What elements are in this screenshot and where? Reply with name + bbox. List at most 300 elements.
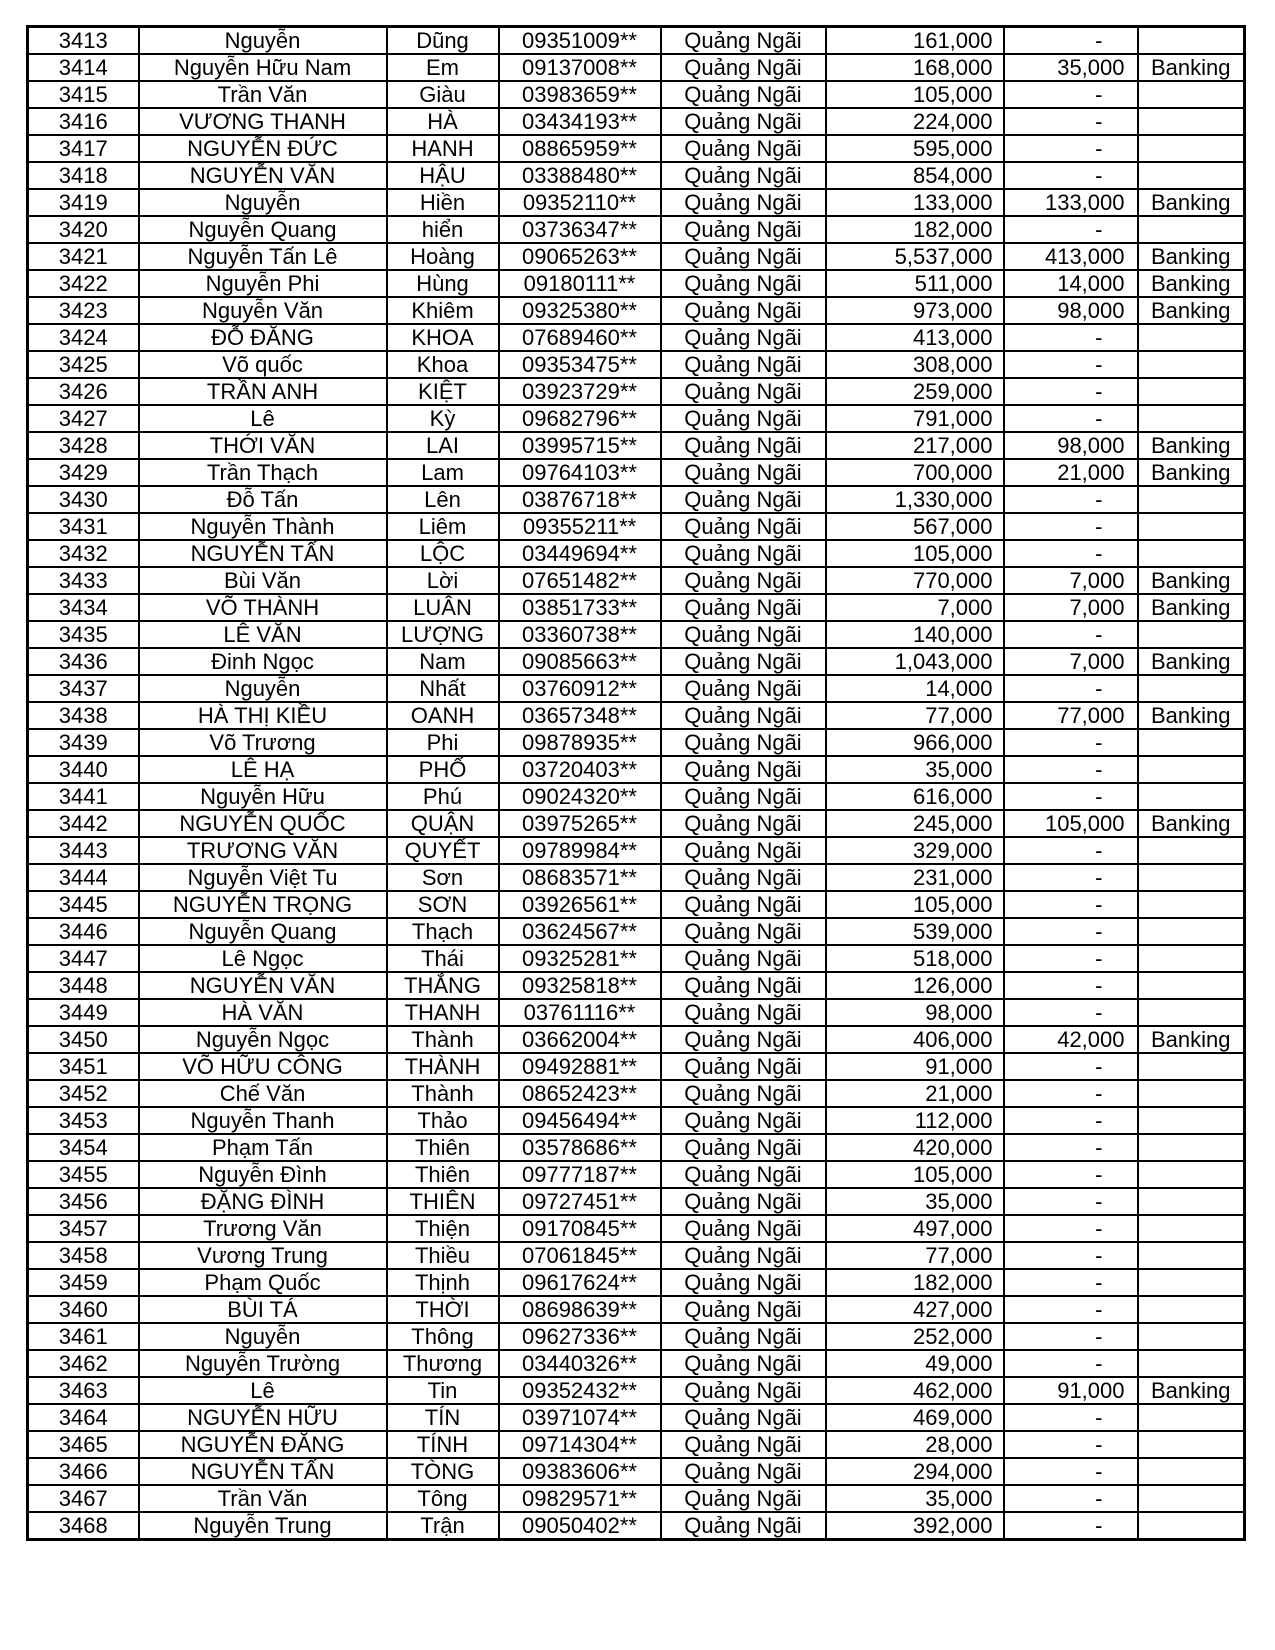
cell-province: Quảng Ngãi bbox=[661, 216, 826, 243]
cell-paid-amount: - bbox=[1004, 486, 1138, 513]
table-row bbox=[28, 783, 1245, 810]
cell-payment-method bbox=[1138, 945, 1245, 972]
cell-phone: 09878935** bbox=[499, 729, 661, 756]
cell-phone: 08683571** bbox=[499, 864, 661, 891]
cell-payment-method bbox=[1138, 216, 1245, 243]
cell-amount: 427,000 bbox=[826, 1296, 1004, 1323]
table-row bbox=[28, 216, 1245, 243]
cell-phone: 03983659** bbox=[499, 81, 661, 108]
cell-payment-method bbox=[1138, 405, 1245, 432]
cell-amount: 1,330,000 bbox=[826, 486, 1004, 513]
cell-province: Quảng Ngãi bbox=[661, 675, 826, 702]
cell-province: Quảng Ngãi bbox=[661, 702, 826, 729]
cell-payment-method bbox=[1138, 1134, 1245, 1161]
cell-payment-method: Banking bbox=[1138, 648, 1245, 675]
cell-province: Quảng Ngãi bbox=[661, 999, 826, 1026]
cell-first-name: Thiên bbox=[387, 1161, 499, 1188]
cell-paid-amount: - bbox=[1004, 621, 1138, 648]
cell-last-name: Nguyễn Hữu Nam bbox=[139, 54, 387, 81]
cell-last-name: Lê bbox=[139, 1377, 387, 1404]
cell-paid-amount: - bbox=[1004, 1215, 1138, 1242]
cell-first-name: Thịnh bbox=[387, 1269, 499, 1296]
cell-paid-amount: 7,000 bbox=[1004, 648, 1138, 675]
cell-province: Quảng Ngãi bbox=[661, 432, 826, 459]
cell-paid-amount: - bbox=[1004, 1485, 1138, 1512]
cell-amount: 973,000 bbox=[826, 297, 1004, 324]
cell-amount: 231,000 bbox=[826, 864, 1004, 891]
cell-last-name: NGUYỄN TẤN bbox=[139, 540, 387, 567]
cell-first-name: Giàu bbox=[387, 81, 499, 108]
cell-amount: 126,000 bbox=[826, 972, 1004, 999]
cell-amount: 7,000 bbox=[826, 594, 1004, 621]
cell-phone: 09352432** bbox=[499, 1377, 661, 1404]
cell-first-name: PHỐ bbox=[387, 756, 499, 783]
cell-phone: 09829571** bbox=[499, 1485, 661, 1512]
cell-province: Quảng Ngãi bbox=[661, 729, 826, 756]
table-row bbox=[28, 864, 1245, 891]
cell-stt: 3459 bbox=[28, 1269, 139, 1296]
cell-amount: 35,000 bbox=[826, 1188, 1004, 1215]
table-row bbox=[28, 1296, 1245, 1323]
cell-amount: 259,000 bbox=[826, 378, 1004, 405]
cell-last-name: THỚI VĂN bbox=[139, 432, 387, 459]
cell-phone: 09351009** bbox=[499, 27, 661, 55]
cell-last-name: Vương Trung bbox=[139, 1242, 387, 1269]
cell-first-name: LAI bbox=[387, 432, 499, 459]
table-row bbox=[28, 459, 1245, 486]
cell-amount: 252,000 bbox=[826, 1323, 1004, 1350]
cell-payment-method: Banking bbox=[1138, 810, 1245, 837]
cell-last-name: Đỗ Tấn bbox=[139, 486, 387, 513]
cell-stt: 3420 bbox=[28, 216, 139, 243]
cell-province: Quảng Ngãi bbox=[661, 1107, 826, 1134]
cell-stt: 3425 bbox=[28, 351, 139, 378]
cell-phone: 08698639** bbox=[499, 1296, 661, 1323]
table-row bbox=[28, 594, 1245, 621]
cell-phone: 09325281** bbox=[499, 945, 661, 972]
cell-last-name: Bùi Văn bbox=[139, 567, 387, 594]
cell-province: Quảng Ngãi bbox=[661, 162, 826, 189]
cell-payment-method bbox=[1138, 756, 1245, 783]
table-row bbox=[28, 972, 1245, 999]
cell-first-name: Lên bbox=[387, 486, 499, 513]
cell-first-name: Trận bbox=[387, 1512, 499, 1540]
cell-phone: 03995715** bbox=[499, 432, 661, 459]
table-row bbox=[28, 486, 1245, 513]
cell-amount: 518,000 bbox=[826, 945, 1004, 972]
cell-paid-amount: - bbox=[1004, 783, 1138, 810]
cell-paid-amount: - bbox=[1004, 1296, 1138, 1323]
cell-phone: 09627336** bbox=[499, 1323, 661, 1350]
cell-payment-method: Banking bbox=[1138, 459, 1245, 486]
cell-province: Quảng Ngãi bbox=[661, 135, 826, 162]
cell-paid-amount: - bbox=[1004, 1269, 1138, 1296]
cell-first-name: THỜI bbox=[387, 1296, 499, 1323]
cell-first-name: Lời bbox=[387, 567, 499, 594]
cell-phone: 03440326** bbox=[499, 1350, 661, 1377]
cell-paid-amount: - bbox=[1004, 216, 1138, 243]
cell-last-name: Nguyễn Thành bbox=[139, 513, 387, 540]
cell-paid-amount: 98,000 bbox=[1004, 297, 1138, 324]
table-row bbox=[28, 540, 1245, 567]
cell-stt: 3461 bbox=[28, 1323, 139, 1350]
cell-phone: 09024320** bbox=[499, 783, 661, 810]
cell-first-name: Thiều bbox=[387, 1242, 499, 1269]
cell-province: Quảng Ngãi bbox=[661, 1188, 826, 1215]
cell-stt: 3413 bbox=[28, 27, 139, 55]
cell-first-name: Tông bbox=[387, 1485, 499, 1512]
table-row bbox=[28, 1323, 1245, 1350]
cell-last-name: Nguyễn bbox=[139, 189, 387, 216]
cell-province: Quảng Ngãi bbox=[661, 1458, 826, 1485]
cell-phone: 09137008** bbox=[499, 54, 661, 81]
table-row bbox=[28, 324, 1245, 351]
cell-province: Quảng Ngãi bbox=[661, 459, 826, 486]
cell-amount: 49,000 bbox=[826, 1350, 1004, 1377]
cell-last-name: Trần Thạch bbox=[139, 459, 387, 486]
cell-last-name: Nguyễn Trường bbox=[139, 1350, 387, 1377]
table-row bbox=[28, 729, 1245, 756]
cell-payment-method: Banking bbox=[1138, 243, 1245, 270]
cell-last-name: NGUYỄN VĂN bbox=[139, 162, 387, 189]
table-row bbox=[28, 108, 1245, 135]
cell-stt: 3441 bbox=[28, 783, 139, 810]
cell-payment-method bbox=[1138, 135, 1245, 162]
cell-amount: 224,000 bbox=[826, 108, 1004, 135]
cell-last-name: HÀ VĂN bbox=[139, 999, 387, 1026]
cell-province: Quảng Ngãi bbox=[661, 324, 826, 351]
cell-first-name: Dũng bbox=[387, 27, 499, 55]
cell-stt: 3424 bbox=[28, 324, 139, 351]
cell-phone: 09355211** bbox=[499, 513, 661, 540]
cell-paid-amount: - bbox=[1004, 1134, 1138, 1161]
cell-payment-method bbox=[1138, 1107, 1245, 1134]
table-row bbox=[28, 1053, 1245, 1080]
cell-stt: 3421 bbox=[28, 243, 139, 270]
cell-phone: 03624567** bbox=[499, 918, 661, 945]
cell-phone: 03971074** bbox=[499, 1404, 661, 1431]
cell-stt: 3426 bbox=[28, 378, 139, 405]
cell-province: Quảng Ngãi bbox=[661, 1134, 826, 1161]
table-row bbox=[28, 702, 1245, 729]
table-row bbox=[28, 1458, 1245, 1485]
table-row bbox=[28, 1026, 1245, 1053]
cell-stt: 3451 bbox=[28, 1053, 139, 1080]
cell-payment-method bbox=[1138, 540, 1245, 567]
cell-first-name: LỘC bbox=[387, 540, 499, 567]
cell-amount: 98,000 bbox=[826, 999, 1004, 1026]
cell-amount: 91,000 bbox=[826, 1053, 1004, 1080]
cell-payment-method bbox=[1138, 486, 1245, 513]
cell-payment-method bbox=[1138, 1242, 1245, 1269]
cell-payment-method bbox=[1138, 1161, 1245, 1188]
table-row bbox=[28, 297, 1245, 324]
table-row bbox=[28, 1485, 1245, 1512]
cell-amount: 616,000 bbox=[826, 783, 1004, 810]
cell-payment-method bbox=[1138, 864, 1245, 891]
cell-stt: 3467 bbox=[28, 1485, 139, 1512]
table-row bbox=[28, 675, 1245, 702]
cell-last-name: Nguyễn Việt Tu bbox=[139, 864, 387, 891]
table-row bbox=[28, 378, 1245, 405]
cell-payment-method: Banking bbox=[1138, 702, 1245, 729]
cell-first-name: Tin bbox=[387, 1377, 499, 1404]
cell-last-name: Nguyễn Quang bbox=[139, 918, 387, 945]
cell-phone: 09682796** bbox=[499, 405, 661, 432]
cell-stt: 3464 bbox=[28, 1404, 139, 1431]
cell-amount: 28,000 bbox=[826, 1431, 1004, 1458]
cell-province: Quảng Ngãi bbox=[661, 945, 826, 972]
table-row bbox=[28, 1350, 1245, 1377]
cell-phone: 03876718** bbox=[499, 486, 661, 513]
cell-stt: 3457 bbox=[28, 1215, 139, 1242]
cell-payment-method: Banking bbox=[1138, 1026, 1245, 1053]
cell-province: Quảng Ngãi bbox=[661, 1404, 826, 1431]
cell-phone: 03761116** bbox=[499, 999, 661, 1026]
cell-first-name: Lam bbox=[387, 459, 499, 486]
cell-stt: 3430 bbox=[28, 486, 139, 513]
cell-stt: 3437 bbox=[28, 675, 139, 702]
cell-province: Quảng Ngãi bbox=[661, 1215, 826, 1242]
cell-payment-method bbox=[1138, 1080, 1245, 1107]
cell-payment-method bbox=[1138, 1053, 1245, 1080]
document-page bbox=[26, 25, 1246, 1541]
cell-first-name: HANH bbox=[387, 135, 499, 162]
cell-payment-method: Banking bbox=[1138, 270, 1245, 297]
cell-stt: 3414 bbox=[28, 54, 139, 81]
cell-phone: 03736347** bbox=[499, 216, 661, 243]
cell-first-name: Thành bbox=[387, 1026, 499, 1053]
table-row bbox=[28, 1512, 1245, 1540]
cell-amount: 700,000 bbox=[826, 459, 1004, 486]
cell-last-name: Nguyễn Ngọc bbox=[139, 1026, 387, 1053]
cell-paid-amount: - bbox=[1004, 1404, 1138, 1431]
cell-payment-method bbox=[1138, 1512, 1245, 1540]
cell-stt: 3450 bbox=[28, 1026, 139, 1053]
cell-last-name: BÙI TÁ bbox=[139, 1296, 387, 1323]
cell-last-name: Đinh Ngọc bbox=[139, 648, 387, 675]
table-row bbox=[28, 1377, 1245, 1404]
cell-payment-method: Banking bbox=[1138, 189, 1245, 216]
cell-paid-amount: - bbox=[1004, 405, 1138, 432]
table-row bbox=[28, 432, 1245, 459]
cell-stt: 3422 bbox=[28, 270, 139, 297]
cell-last-name: ĐẶNG ĐÌNH bbox=[139, 1188, 387, 1215]
cell-stt: 3466 bbox=[28, 1458, 139, 1485]
cell-province: Quảng Ngãi bbox=[661, 1269, 826, 1296]
cell-paid-amount: 14,000 bbox=[1004, 270, 1138, 297]
cell-first-name: Phú bbox=[387, 783, 499, 810]
cell-last-name: Nguyễn Hữu bbox=[139, 783, 387, 810]
cell-paid-amount: - bbox=[1004, 351, 1138, 378]
cell-first-name: THANH bbox=[387, 999, 499, 1026]
table-row bbox=[28, 513, 1245, 540]
cell-paid-amount: - bbox=[1004, 81, 1138, 108]
cell-first-name: Thảo bbox=[387, 1107, 499, 1134]
cell-payment-method bbox=[1138, 918, 1245, 945]
cell-first-name: Hùng bbox=[387, 270, 499, 297]
cell-payment-method bbox=[1138, 783, 1245, 810]
cell-paid-amount: 7,000 bbox=[1004, 594, 1138, 621]
cell-province: Quảng Ngãi bbox=[661, 513, 826, 540]
cell-last-name: Nguyễn bbox=[139, 1323, 387, 1350]
table-row bbox=[28, 243, 1245, 270]
cell-amount: 105,000 bbox=[826, 891, 1004, 918]
cell-last-name: Nguyễn Đình bbox=[139, 1161, 387, 1188]
cell-last-name: Lê bbox=[139, 405, 387, 432]
cell-paid-amount: 42,000 bbox=[1004, 1026, 1138, 1053]
cell-payment-method: Banking bbox=[1138, 567, 1245, 594]
cell-province: Quảng Ngãi bbox=[661, 351, 826, 378]
cell-amount: 161,000 bbox=[826, 27, 1004, 55]
cell-province: Quảng Ngãi bbox=[661, 540, 826, 567]
cell-paid-amount: - bbox=[1004, 108, 1138, 135]
cell-stt: 3418 bbox=[28, 162, 139, 189]
table-row bbox=[28, 756, 1245, 783]
table-row bbox=[28, 567, 1245, 594]
cell-stt: 3455 bbox=[28, 1161, 139, 1188]
cell-province: Quảng Ngãi bbox=[661, 1512, 826, 1540]
cell-first-name: THÀNH bbox=[387, 1053, 499, 1080]
table-row bbox=[28, 1134, 1245, 1161]
cell-amount: 217,000 bbox=[826, 432, 1004, 459]
cell-last-name: NGUYỄN ĐĂNG bbox=[139, 1431, 387, 1458]
cell-amount: 21,000 bbox=[826, 1080, 1004, 1107]
cell-stt: 3439 bbox=[28, 729, 139, 756]
cell-payment-method bbox=[1138, 1323, 1245, 1350]
cell-paid-amount: 77,000 bbox=[1004, 702, 1138, 729]
cell-amount: 5,537,000 bbox=[826, 243, 1004, 270]
cell-phone: 03657348** bbox=[499, 702, 661, 729]
cell-province: Quảng Ngãi bbox=[661, 1485, 826, 1512]
cell-stt: 3454 bbox=[28, 1134, 139, 1161]
table-row bbox=[28, 1215, 1245, 1242]
cell-first-name: THẮNG bbox=[387, 972, 499, 999]
cell-last-name: Trương Văn bbox=[139, 1215, 387, 1242]
cell-province: Quảng Ngãi bbox=[661, 567, 826, 594]
table-row bbox=[28, 621, 1245, 648]
cell-phone: 09065263** bbox=[499, 243, 661, 270]
cell-paid-amount: - bbox=[1004, 945, 1138, 972]
cell-province: Quảng Ngãi bbox=[661, 1377, 826, 1404]
cell-last-name: Nguyễn Quang bbox=[139, 216, 387, 243]
cell-first-name: TÒNG bbox=[387, 1458, 499, 1485]
cell-province: Quảng Ngãi bbox=[661, 837, 826, 864]
cell-first-name: QUẬN bbox=[387, 810, 499, 837]
cell-province: Quảng Ngãi bbox=[661, 270, 826, 297]
cell-stt: 3435 bbox=[28, 621, 139, 648]
cell-phone: 09727451** bbox=[499, 1188, 661, 1215]
cell-phone: 09456494** bbox=[499, 1107, 661, 1134]
cell-province: Quảng Ngãi bbox=[661, 189, 826, 216]
cell-province: Quảng Ngãi bbox=[661, 1026, 826, 1053]
cell-province: Quảng Ngãi bbox=[661, 297, 826, 324]
table-row bbox=[28, 1188, 1245, 1215]
cell-amount: 182,000 bbox=[826, 1269, 1004, 1296]
cell-phone: 03975265** bbox=[499, 810, 661, 837]
cell-last-name: Trần Văn bbox=[139, 1485, 387, 1512]
cell-paid-amount: - bbox=[1004, 999, 1138, 1026]
cell-first-name: LƯỢNG bbox=[387, 621, 499, 648]
cell-phone: 09353475** bbox=[499, 351, 661, 378]
cell-payment-method bbox=[1138, 324, 1245, 351]
cell-paid-amount: - bbox=[1004, 162, 1138, 189]
cell-amount: 406,000 bbox=[826, 1026, 1004, 1053]
cell-phone: 09325380** bbox=[499, 297, 661, 324]
cell-paid-amount: - bbox=[1004, 513, 1138, 540]
cell-stt: 3453 bbox=[28, 1107, 139, 1134]
cell-province: Quảng Ngãi bbox=[661, 648, 826, 675]
cell-amount: 497,000 bbox=[826, 1215, 1004, 1242]
table-row bbox=[28, 945, 1245, 972]
cell-payment-method bbox=[1138, 1269, 1245, 1296]
cell-amount: 791,000 bbox=[826, 405, 1004, 432]
cell-paid-amount: - bbox=[1004, 27, 1138, 55]
cell-paid-amount: - bbox=[1004, 1512, 1138, 1540]
cell-payment-method bbox=[1138, 351, 1245, 378]
cell-payment-method bbox=[1138, 999, 1245, 1026]
cell-stt: 3447 bbox=[28, 945, 139, 972]
cell-last-name: NGUYỄN TRỌNG bbox=[139, 891, 387, 918]
cell-payment-method bbox=[1138, 513, 1245, 540]
cell-first-name: Nhất bbox=[387, 675, 499, 702]
cell-paid-amount: - bbox=[1004, 864, 1138, 891]
table-row bbox=[28, 810, 1245, 837]
cell-phone: 09383606** bbox=[499, 1458, 661, 1485]
cell-paid-amount: - bbox=[1004, 1458, 1138, 1485]
cell-stt: 3438 bbox=[28, 702, 139, 729]
table-row bbox=[28, 27, 1245, 55]
cell-paid-amount: - bbox=[1004, 729, 1138, 756]
cell-paid-amount: - bbox=[1004, 1080, 1138, 1107]
cell-first-name: hiển bbox=[387, 216, 499, 243]
cell-first-name: Hoàng bbox=[387, 243, 499, 270]
cell-amount: 329,000 bbox=[826, 837, 1004, 864]
table-row bbox=[28, 54, 1245, 81]
cell-first-name: Sơn bbox=[387, 864, 499, 891]
cell-province: Quảng Ngãi bbox=[661, 810, 826, 837]
cell-phone: 03449694** bbox=[499, 540, 661, 567]
cell-stt: 3432 bbox=[28, 540, 139, 567]
cell-amount: 182,000 bbox=[826, 216, 1004, 243]
cell-stt: 3462 bbox=[28, 1350, 139, 1377]
cell-last-name: Nguyễn bbox=[139, 27, 387, 55]
cell-stt: 3429 bbox=[28, 459, 139, 486]
cell-amount: 35,000 bbox=[826, 1485, 1004, 1512]
cell-stt: 3443 bbox=[28, 837, 139, 864]
cell-stt: 3419 bbox=[28, 189, 139, 216]
cell-first-name: HÀ bbox=[387, 108, 499, 135]
cell-stt: 3431 bbox=[28, 513, 139, 540]
cell-phone: 03360738** bbox=[499, 621, 661, 648]
cell-phone: 03388480** bbox=[499, 162, 661, 189]
cell-amount: 539,000 bbox=[826, 918, 1004, 945]
cell-paid-amount: - bbox=[1004, 1350, 1138, 1377]
cell-last-name: Trần Văn bbox=[139, 81, 387, 108]
table-row bbox=[28, 1242, 1245, 1269]
cell-province: Quảng Ngãi bbox=[661, 621, 826, 648]
cell-first-name: TÍNH bbox=[387, 1431, 499, 1458]
cell-last-name: TRẦN ANH bbox=[139, 378, 387, 405]
cell-stt: 3456 bbox=[28, 1188, 139, 1215]
cell-payment-method bbox=[1138, 675, 1245, 702]
cell-province: Quảng Ngãi bbox=[661, 864, 826, 891]
cell-amount: 14,000 bbox=[826, 675, 1004, 702]
cell-province: Quảng Ngãi bbox=[661, 918, 826, 945]
cell-first-name: Nam bbox=[387, 648, 499, 675]
cell-phone: 08652423** bbox=[499, 1080, 661, 1107]
table-row bbox=[28, 1269, 1245, 1296]
